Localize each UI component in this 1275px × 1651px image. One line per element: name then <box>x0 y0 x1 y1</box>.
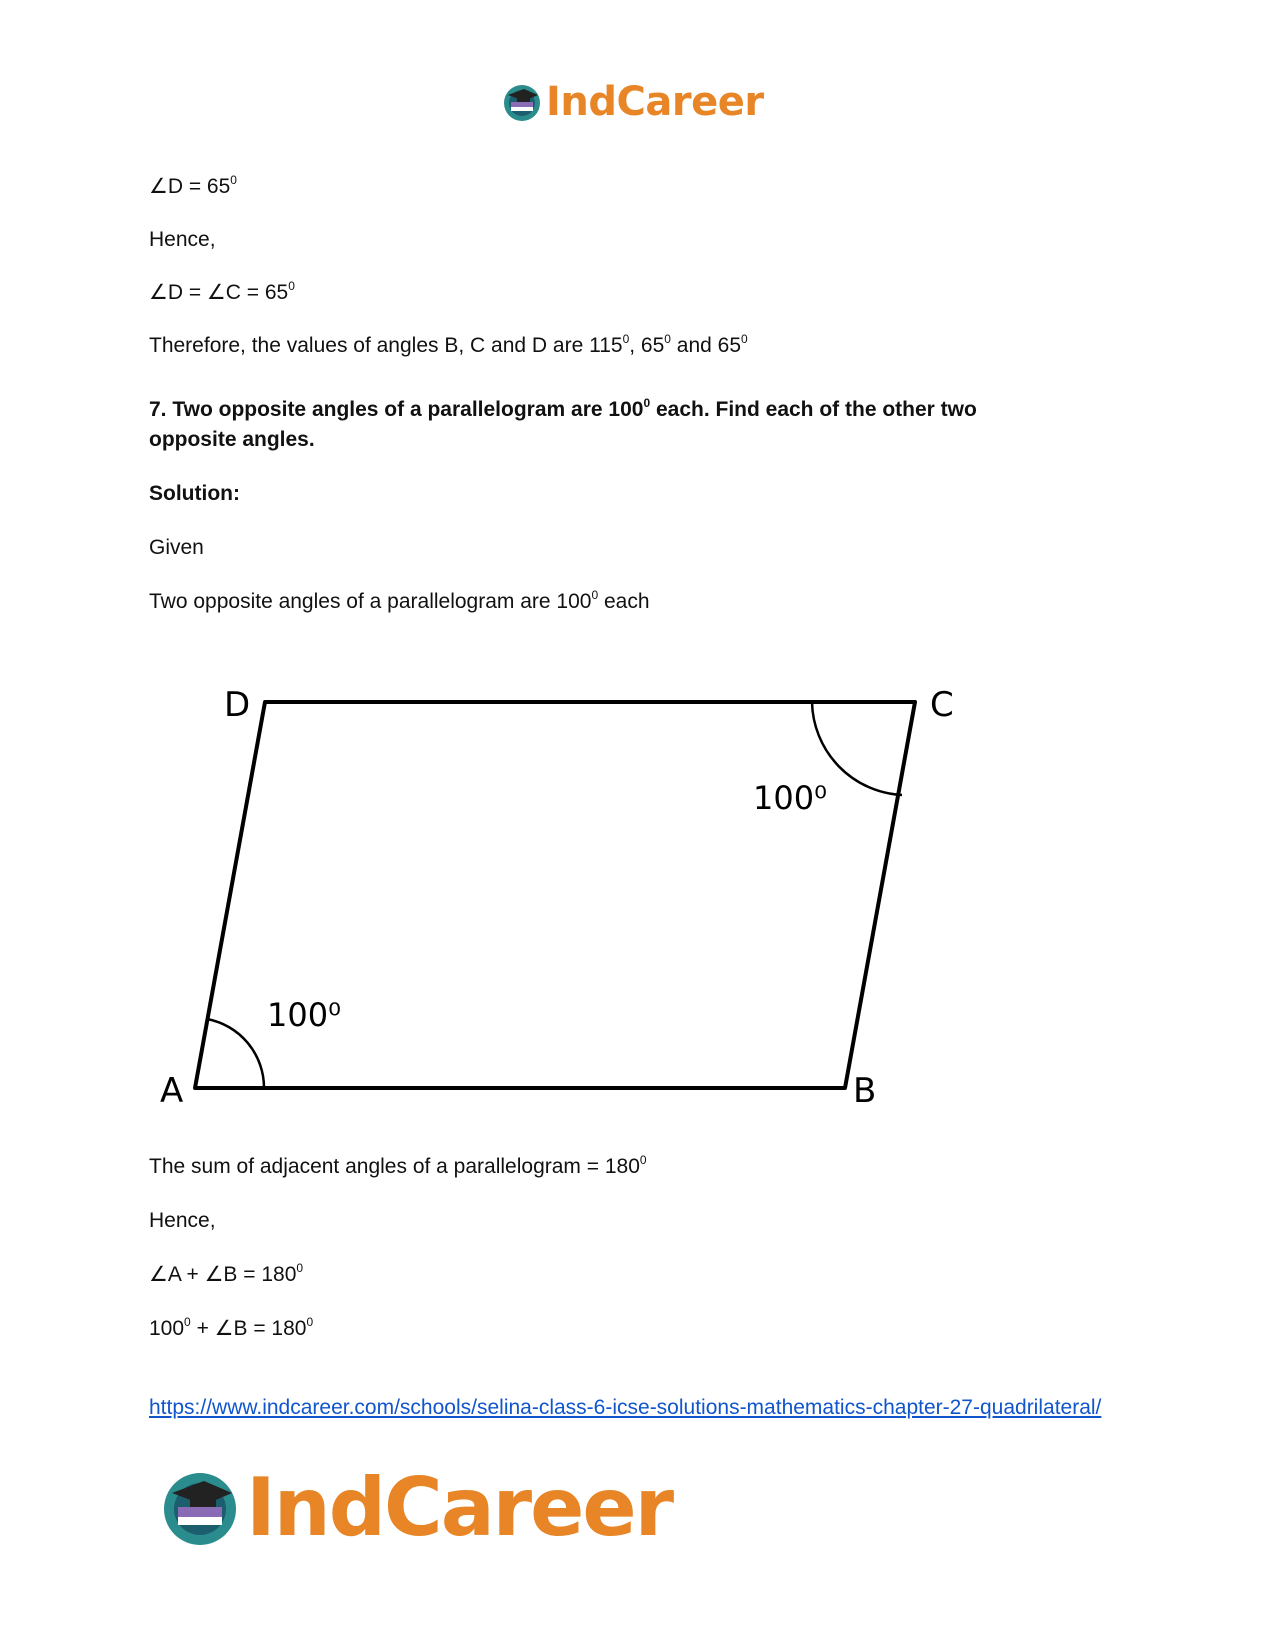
degree-sup: 0 <box>288 279 295 293</box>
question-7-line-1 <box>149 395 977 425</box>
header-logo-text: IndCareer <box>546 79 764 125</box>
therefore-text-2: , 65 <box>629 334 665 357</box>
vertex-label-d: D <box>224 685 251 725</box>
equation-1 <box>149 1260 303 1290</box>
equation-1-text: ∠A + ∠B = 180 <box>149 1263 297 1286</box>
degree-sup: 0 <box>664 332 671 346</box>
degree-sup: 0 <box>639 1153 647 1167</box>
degree-sup: 0 <box>230 173 237 187</box>
question-7-text-1: 7. Two opposite angles of a parallelogram are 100 <box>149 398 644 421</box>
footer-logo-text: IndCareer <box>246 1460 673 1554</box>
line-angle-d-c-text: ∠D = ∠C = 65 <box>149 281 289 304</box>
therefore-text: Therefore, the values of angles B, C and D are 115 <box>149 334 623 357</box>
vertex-label-c: C <box>930 685 954 725</box>
given-label: Given <box>149 536 204 559</box>
line-hence-1: Hence, <box>149 228 216 251</box>
given-text-2: each <box>598 590 650 613</box>
sum-adjacent-text-1: The sum of adjacent angles of a parallelogram = 180 <box>149 1155 640 1178</box>
question-7-line-2: opposite angles. <box>149 428 315 451</box>
degree-sup: 0 <box>622 332 630 346</box>
degree-sup: 0 <box>296 1261 304 1275</box>
therefore-text-3: and 65 <box>670 334 742 357</box>
line-angle-d-text: ∠D = 65 <box>149 175 231 198</box>
graduation-cap-book-icon <box>502 82 542 122</box>
equation-2 <box>149 1314 313 1344</box>
degree-sup: 0 <box>591 588 599 602</box>
line-therefore <box>149 331 748 361</box>
equation-2-text-1: 100 <box>149 1317 185 1340</box>
sum-adjacent-text <box>149 1152 647 1182</box>
vertex-label-a: A <box>160 1071 184 1111</box>
angle-label-a: 100⁰ <box>267 996 341 1034</box>
angle-label-c: 100⁰ <box>753 779 827 817</box>
given-text <box>149 587 650 617</box>
line-angle-d-c <box>149 278 295 308</box>
given-text-1: Two opposite angles of a parallelogram are 100 <box>149 590 592 613</box>
graduation-cap-book-icon <box>160 1467 240 1547</box>
line-hence-2: Hence, <box>149 1209 216 1232</box>
degree-sup: 0 <box>306 1315 314 1329</box>
vertex-label-b: B <box>853 1071 877 1111</box>
degree-sup: 0 <box>643 396 651 410</box>
equation-2-text-2: + ∠B = 180 <box>190 1317 307 1340</box>
degree-sup: 0 <box>184 1315 191 1329</box>
solution-heading: Solution: <box>149 482 240 505</box>
chapter-link[interactable]: https://www.indcareer.com/schools/selina-class-6-icse-solutions-mathematics-chapter-27-quadrilateral/ <box>149 1396 1102 1419</box>
line-angle-d <box>149 172 237 202</box>
header-logo <box>502 78 764 126</box>
question-7-text-2: each. Find each of the other two <box>650 398 977 421</box>
footer-logo <box>160 1462 672 1552</box>
angle-arc-a <box>207 1019 264 1088</box>
degree-sup: 0 <box>741 332 748 346</box>
parallelogram-figure <box>150 670 970 1130</box>
